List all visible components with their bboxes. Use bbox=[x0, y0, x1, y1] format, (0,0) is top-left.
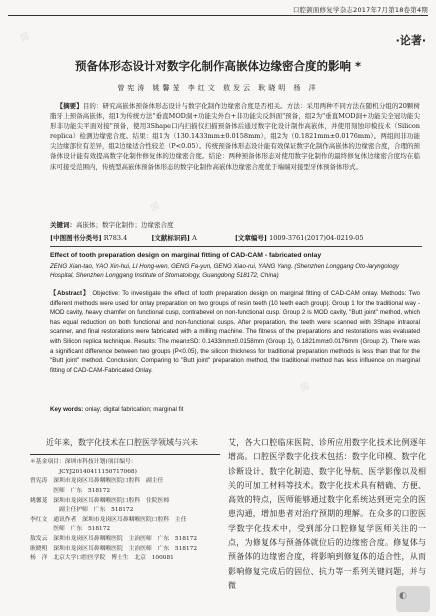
right-column bbox=[228, 436, 426, 593]
footnote-line: JCYJ20140411150717068) bbox=[30, 468, 137, 475]
abstract-label: 【摘要】 bbox=[56, 102, 83, 110]
footnote-separator bbox=[30, 454, 220, 455]
section-label: ·论著· bbox=[395, 34, 426, 47]
footnote-line: 医师 广东 518172 bbox=[30, 526, 111, 533]
footnote-line: ＊基金项目：深圳市科技计划(项目编号： bbox=[30, 459, 137, 466]
watermark: ⊠ bbox=[147, 198, 162, 215]
footnote-line: 副主任护师 广东 518172 bbox=[30, 507, 134, 514]
header-rule bbox=[8, 15, 428, 16]
english-abstract-label: 【Abstract】 bbox=[50, 290, 90, 297]
abstract-text: 目的：研究高嵌体预备体形态设计与数字化制作边缘密合度是否相关。方法：采用两种不同方法在随机分组的20颗树脂牙上预备高嵌体，组1为传统方法"垂直MOD洞+功能尖外台+非功能尖反斜面"预备，组2为"垂直MOD洞+功能尖全冠功能尖形非功能尖平面对接"预备，使用3Shape口内扫描仪扫描预备体后通过数字化设计制作高嵌体，并使用刻蚀印模技术（Silicon replica）检测边缘密合度。结果：组1为（130.1433mm±0.0158mm），组2为（0.1821mm±0.0176mm）。两组间非功能尖边缘部位有差异，组2边缘适合性较差（P<0.05）。传统预备体形态设计能有效保证数字化制作高嵌体的边缘密合度，合理的预备体设计能有效提高数字化制作修复体的边缘密合度。结论：两种预备体形态对使用数字化制作的最终修复体边缘密合度均在临床可接受范围内，传统型高嵌体预备体形态的数字化制作高嵌体边缘密合度优于端端对接型牙体预备体形式。 bbox=[50, 102, 420, 171]
footnote-line: 敖发云 深圳市龙岗区耳鼻咽喉医院 主治医师 广东 518172 bbox=[30, 536, 198, 543]
article-title: 预备体形态设计对数字化制作高嵌体边缘密合度的影响 * bbox=[74, 59, 361, 73]
footnote-line: 耿晓明 深圳市龙岗区耳鼻咽喉医院 主治医师 广东 518172 bbox=[30, 545, 198, 552]
watermark: ⊠ bbox=[297, 378, 312, 395]
footnotes bbox=[30, 458, 220, 564]
clc-value: R783.4 bbox=[103, 234, 128, 242]
english-keywords-label: Key words: bbox=[50, 406, 84, 413]
keywords-label: 关键词： bbox=[50, 221, 76, 229]
doc-value: A bbox=[192, 234, 197, 242]
logo-glyph: ◐ bbox=[399, 591, 407, 601]
watermark: ⊠ bbox=[17, 28, 32, 45]
site-watermark-logo bbox=[396, 586, 430, 612]
classification-line bbox=[50, 233, 420, 243]
english-keywords bbox=[50, 405, 420, 414]
page-header bbox=[0, 0, 436, 22]
body-paragraph-left: 近年来，数字化技术在口腔医学领域与兴未 bbox=[46, 438, 198, 447]
article-number-value: 1009-3761(2017)04-0219-05 bbox=[269, 234, 364, 242]
footnote-line: 医师 广东 518172 bbox=[30, 488, 111, 495]
article-number-label: [文章编号] bbox=[234, 234, 267, 242]
running-title: 口腔颌面修复学杂志2017年7月第18卷第4期 bbox=[292, 6, 428, 14]
footnote-line: 杨 洋 北京大学口腔医学院 博士生 北京 100081 bbox=[30, 555, 174, 562]
keywords-text: 高嵌体；数字化制作；边缘密合度 bbox=[76, 221, 174, 229]
doc-label: [文献标识码] bbox=[151, 234, 190, 242]
english-keywords-text: onlay; digital fabrication; marginal fit bbox=[85, 406, 184, 413]
left-column bbox=[30, 436, 220, 564]
author-list: 曾宪涛 姚馨茏 李红文 敖发云 耿晓明 杨 洋 bbox=[117, 84, 319, 92]
footnote-line: 姚馨茏 深圳市龙岗区耳鼻咽喉医院口腔科 住院医师 bbox=[30, 497, 170, 504]
clc-label: [中图图书分类号] bbox=[50, 234, 102, 242]
english-authors: ZENG Xian-tao, YAO Xin-hui, LI Hong-wen, GENG Fa-yun, GENG Xiao-rui, YANG Yang. (Shenzhen Longgang Oto-laryngology Hospital, Shenzhen Longgang Institute of Stomatology, Guangdong 518172, China) bbox=[50, 263, 399, 279]
english-title: Effect of tooth preparation design on marginal fitting of CAD-CAM - fabricated onlay bbox=[50, 252, 322, 259]
chinese-abstract bbox=[50, 101, 420, 172]
chinese-keywords bbox=[50, 220, 420, 230]
body-paragraph-right: 艾，各大口腔临床医院、诊所应用数字化技术比例逐年增高。口腔医学数字化技术包括：数字化印模、数字化诊断设计、数字化制造、数字化导航、医学影像以及相关的可加工材料等技术。数字化技术具有精确、方便、高效的特点，医师能够通过数字化系统达到更完全的医患沟通，增加患者对治疗预期的理解。在众多的口腔医学数字化技术中，受到部分口腔修复学医师关注的一点，为修复体与预备体就位后的边缘密合度。修复体与预备体的边缘密合度，将影响到修复体的适合性，从而影响修复完成后的固位、抗力等一系列关键问题，并与微 bbox=[228, 438, 426, 590]
english-abstract bbox=[50, 289, 420, 375]
footnote-line: 曾宪涛 深圳市龙岗区耳鼻咽喉医院口腔科 副主任 bbox=[30, 478, 164, 485]
english-abstract-text: Objective: To investigate the effect of tooth preparation design on marginal fitting of CAD-CAM onlay. Methods: Two different methods were used for onlay preparation on two groups of resin teeth (10 teeth each group). Group 1 for the traditional way - MOD cavity, heavy chamfer on functional cusp, contrabevel on non-functional cusp. Group 2 is MOD cavity, "Butt joint" method, which has equal reduction on both functional and non-functional cusps. After preparation, the teeth were scanned with 3Shape intraoral scanner, and final restorations were fabricated with a milling machine. The fitness of the preparations and restorations was evaluated with Silicon replica technique. Results: The mean±SD: 0.1433mm±0.0158mm (Group 1), 0.1821mm±0.0176mm (Group 2). There was a significant difference between two groups (P<0.05), the silicon thickness for traditional preparation methods is less than that for the "Butt joint" method. Conclusion: Comparing to "Butt joint" preparation method, the traditional method has less influence on marginal fitting of CAD-CAM-Fabricated Onlay. bbox=[50, 290, 420, 374]
footnote-line: 李红文 通讯作者 深圳市龙岗区耳鼻咽喉医院口腔科 主任 bbox=[30, 516, 187, 523]
divider bbox=[50, 246, 422, 247]
